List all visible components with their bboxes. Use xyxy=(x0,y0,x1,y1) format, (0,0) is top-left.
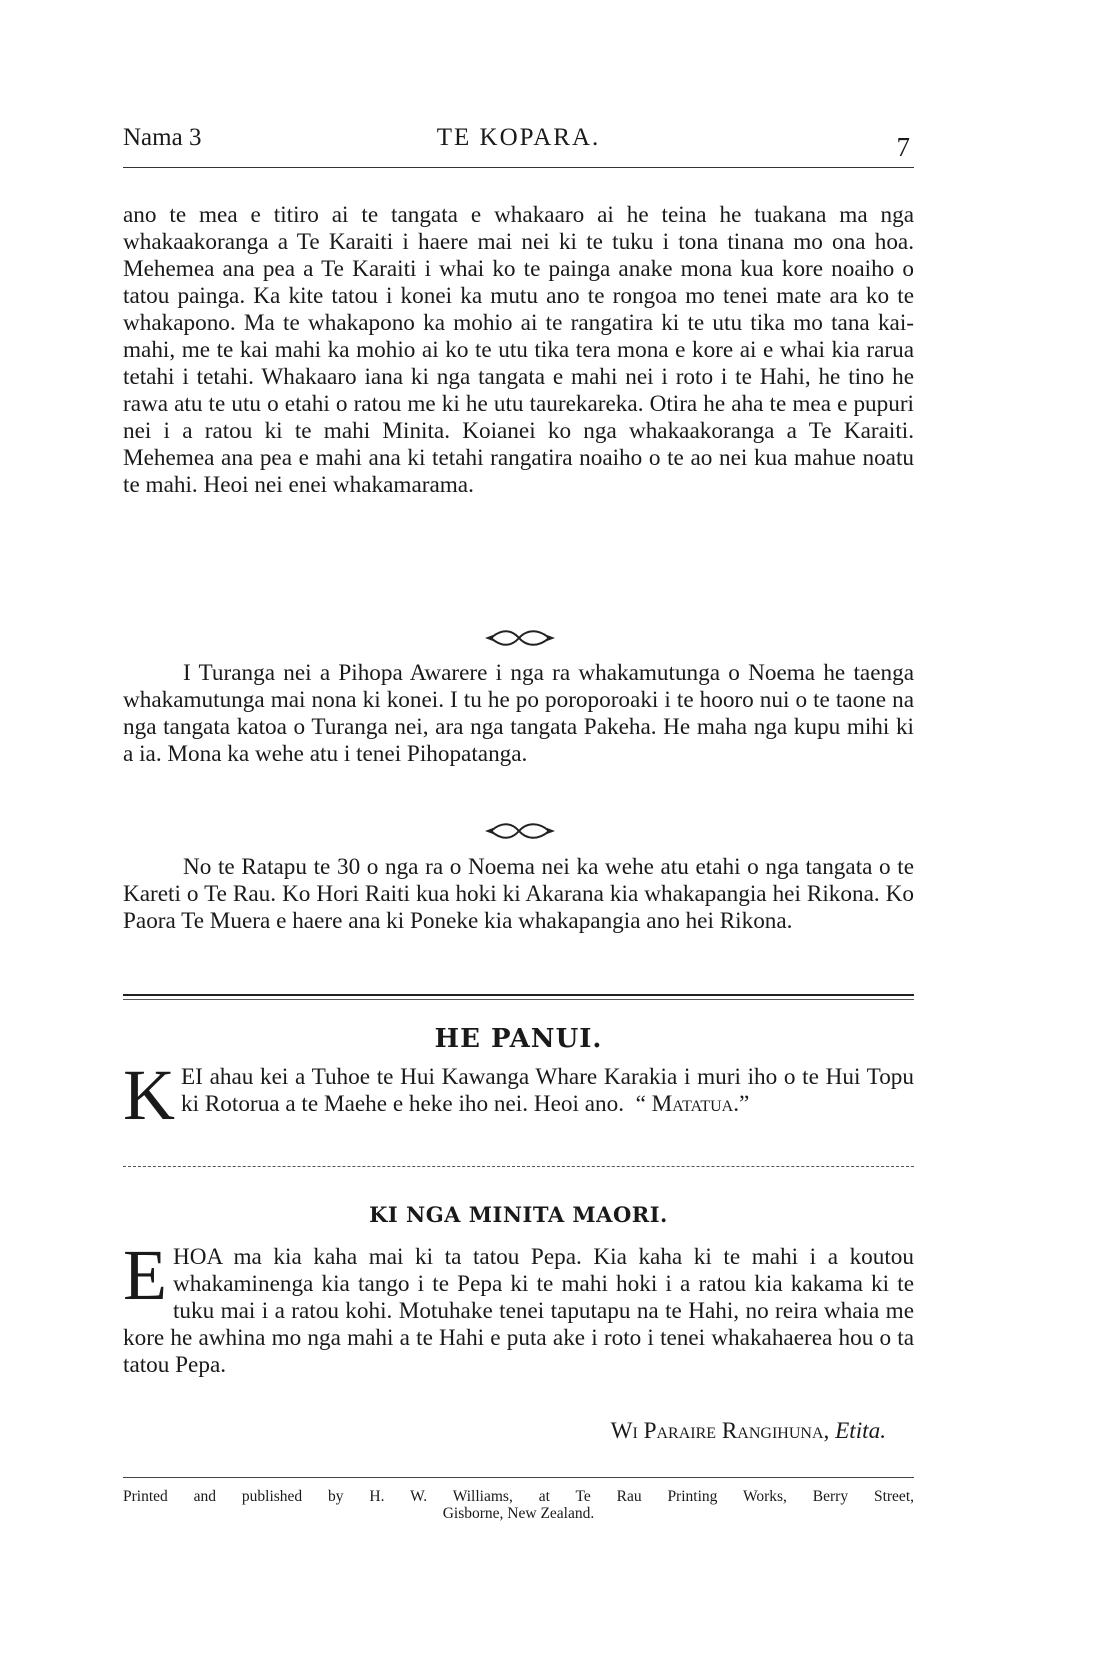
article-paragraph-3 xyxy=(123,854,914,935)
running-head xyxy=(123,124,914,168)
notice-text: EI ahau kei a Tuhoe te Hui Kawanga Whare Karakia i muri iho o te Hui Topu ki Rotorua a te Maehe e heke iho nei. Heoi ano. xyxy=(181,1064,914,1117)
notice-quote: “ Matatua.” xyxy=(635,1091,750,1117)
notice-paragraph xyxy=(123,1055,914,1135)
ministers-heading: KI NGA MINITA MAORI. xyxy=(369,1202,668,1227)
publication-title: TE KOPARA. xyxy=(436,124,601,151)
drop-cap: E xyxy=(123,1235,167,1315)
paragraph-text: I Turanga nei a Pihopa Awarere i nga ra whakamutunga o Noema he taenga whakamutunga mai nona ki konei. I tu he po poroporoaki i te hooro nui o te taone na nga tangata katoa o Turanga nei, ara nga tangata Pakeha. He maha nga kupu mihi ki a ia. Mona ka wehe atu i tenei Pihopatanga. xyxy=(123,660,914,767)
editor-signature xyxy=(123,1418,914,1445)
imprint-line-1: Printed and published by H. W. Williams, at Te Rau Printing Works, Berry Street, xyxy=(123,1488,914,1505)
article-paragraph-2 xyxy=(123,660,914,768)
header-rule xyxy=(123,167,914,168)
section-rule-thin xyxy=(123,999,914,1000)
article-paragraph-1 xyxy=(123,202,914,499)
paragraph-text: ano te mea e titiro ai te tangata e whakaaro ai he teina he tuakana ma nga whakaakoranga a Te Karaiti i haere mai nei ki te tuku i tona tinana mo ona hoa. Mehemea ana pea a Te Karaiti i whai ko te painga anake mona kua kore noaiho o tatou painga. Ka kite tatou i konei ka mutu ano te rongoa mo tenei mate ara ko te whakapono. Ma te whakapono ka mohio ai te rangatira ki te utu tika mo tana kai-mahi, me te kai mahi ka mohio ai ko te utu tika tera mona e kore ai e whai kia rarua tetahi i tetahi. Whakaaro iana ki nga tangata e mahi nei i roto i te Hahi, he tino he rawa atu te utu o etahi o ratou me ki he utu taurekareka. Otira he aha te mea e pupuri nei i a ratou ki te mahi Minita. Koianei ko nga whakaakoranga a Te Karaiti. Mehemea ana pea e mahi ana ki tetahi rangatira noaiho o te ao nei kua mahue noatu te mahi. Heoi nei enei whakamarama. xyxy=(123,202,914,498)
ornament-divider-icon xyxy=(485,627,555,649)
imprint-footer xyxy=(123,1488,914,1522)
notice-heading: HE PANUI. xyxy=(434,1024,603,1054)
ornament-divider-icon xyxy=(485,820,555,842)
notice-divider xyxy=(123,1166,914,1167)
page-number: 7 xyxy=(896,132,910,162)
issue-number: Nama 3 xyxy=(123,124,202,151)
signature-name: Wi Paraire Rangihuna, xyxy=(610,1418,830,1444)
footer-rule xyxy=(123,1477,914,1478)
paragraph-text: No te Ratapu te 30 o nga ra o Noema nei ka wehe atu etahi o nga tangata o te Kareti o Te Rau. Ko Hori Raiti kua hoki ki Akarana kia whakapangia hei Rikona. Ko Paora Te Muera e haere ana ki Poneke kia whakapangia ano hei Rikona. xyxy=(123,854,914,934)
drop-cap: K xyxy=(123,1055,175,1135)
imprint-line-2: Gisborne, New Zealand. xyxy=(442,1505,595,1522)
section-rule-thick xyxy=(123,994,914,996)
signature-role: Etita. xyxy=(835,1418,886,1444)
ministers-paragraph xyxy=(123,1235,914,1379)
ministers-text: HOA ma kia kaha mai ki ta tatou Pepa. Kia kaha ki te mahi i a koutou whakaminenga kia tango i te Pepa ki te mahi hoki i a ratou kia kakama ki te tuku mai i a ratou kohi. Motuhake tenei taputapu na te Hahi, no reira whaia me kore he awhina mo nga mahi a te Hahi e puta ake i roto i tenei whakahaerea hou o ta tatou Pepa. xyxy=(123,1244,914,1378)
